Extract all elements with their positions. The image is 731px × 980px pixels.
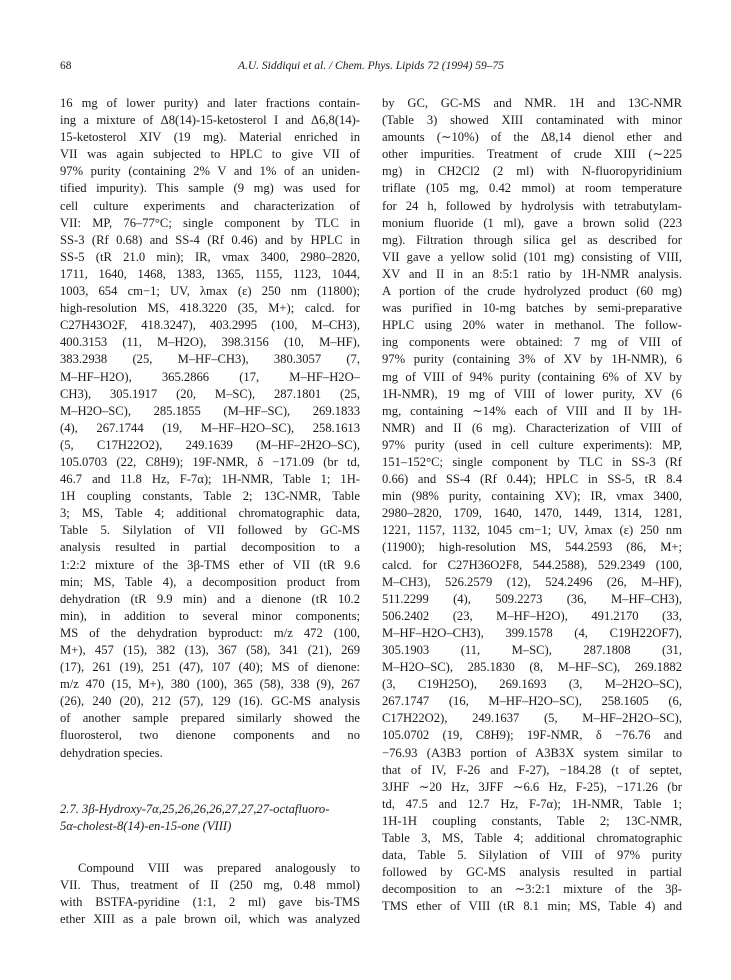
text-line: 0.66) and SS-4 (Rf 0.44); HPLC in SS-5, tR 8.4 [382, 472, 682, 487]
right-column [382, 95, 682, 916]
text-line: M–H2O–SC), 285.1830 (8, M–HF–SC), 269.1882 [382, 660, 682, 675]
text-line: A portion of the crude hydrolyzed product (60 mg) [382, 284, 682, 299]
page-header [60, 60, 682, 78]
text-line: tified impurity). This sample (9 mg) was used for [60, 181, 360, 196]
text-line: td, 47.5 and 12.7 Hz, F-7α); 1H-NMR, Table 1; [382, 796, 682, 811]
paragraph-viii-characterization [382, 95, 682, 916]
text-line: M+), 457 (15), 382 (13), 367 (58), 341 (21), 269 [60, 643, 360, 657]
text-line: 97% purity (containing 2% V and 1% of an uniden- [60, 164, 360, 179]
text-line: 2980–2820, 1709, 1640, 1470, 1449, 1314, 1281, [382, 506, 682, 521]
running-head: A.U. Siddiqui et al. / Chem. Phys. Lipids 72 (1994) 59–75 [237, 60, 505, 72]
text-line: amounts (∼10%) of the Δ8,14 dienol ether and [382, 130, 682, 145]
text-line: SS-3 (Rf 0.68) and SS-4 (Rf 0.46) and by HPLC in [60, 232, 360, 247]
text-line: 15-ketosterol XIV (19 mg). Material enriched in [60, 130, 360, 145]
text-line: Table 3, MS, Table 4; additional chromatographic [382, 831, 682, 846]
text-line: 1:2:2 mixture of the 3β-TMS ether of VII (tR 9.6 [60, 557, 360, 572]
text-line: XV and II in an 8:5:1 ratio by 1H-NMR analysis. [382, 266, 682, 281]
text-line: 305.1903 (11, M–SC), 287.1808 (31, [382, 643, 682, 657]
text-line: 97% purity (used in cell culture experiments): MP, [382, 437, 682, 452]
text-line: with BSTFA-pyridine (1:1, 2 ml) gave bis-TMS [60, 895, 360, 910]
text-line: 1711, 1640, 1468, 1383, 1365, 1155, 1123, 1044, [60, 266, 360, 281]
text-line: of another sample prepared similarly showed the [60, 711, 360, 726]
text-line: TMS ether of VIII (tR 8.1 min; MS, Table 4) and [382, 899, 682, 914]
text-line: M–CH3), 526.2579 (12), 524.2496 (26, M–HF), [382, 574, 682, 589]
text-line: monium fluoride (1 ml), gave a brown solid (223 [382, 215, 682, 230]
text-line: mg, containing ∼14% each of VIII and II by 1H- [382, 403, 682, 418]
text-line: NMR) and II (6 mg). Characterization of VIII of [382, 420, 682, 435]
text-line: analysis resulted in partial decomposition to a [60, 540, 360, 555]
text-line: 3JHF ∼20 Hz, 3JFF ∼6.6 Hz, F-25), −171.26 (br [382, 779, 682, 794]
section-heading-line: 5α-cholest-8(14)-en-15-one (VIII) [60, 818, 232, 833]
text-line: VII: MP, 76–77°C; single component by TLC in [60, 215, 360, 230]
text-line: 511.2299 (4), 509.2273 (36, M–HF–CH3), [382, 591, 682, 606]
paragraph-viii-preparation [60, 860, 360, 928]
text-line: fluorosterol, two dienone components and no [60, 728, 360, 743]
text-line: calcd. for C27H36O2F8, 544.2588), 529.2349 (100, [382, 557, 682, 572]
text-line: 383.2938 (25, M–HF–CH3), 380.3057 (7, [60, 352, 360, 367]
text-line: 1H-1H coupling constants, Table 2; 13C-NMR, [382, 813, 682, 828]
text-line: 105.0702 (19, C8H9); 19F-NMR, δ −76.76 and [382, 728, 682, 743]
text-line: 1H coupling constants, Table 2; 13C-NMR, Table [60, 489, 360, 504]
text-line: (17), 261 (19), 251 (47), 107 (40); MS of dienone: [60, 660, 360, 675]
text-line: 16 mg of lower purity) and later fractions contain- [60, 96, 360, 110]
text-line: was purified in 10-mg batches by semi-preparative [382, 301, 682, 316]
text-line: by GC, GC-MS and NMR. 1H and 13C-NMR [382, 96, 682, 110]
section-heading [60, 801, 360, 835]
text-line: ing components were obtained: 7 mg of VIII of [382, 335, 682, 350]
text-line: cell culture experiments and characterization of [60, 198, 360, 213]
text-line: CH3), 305.1917 (20, M–SC), 287.1801 (25, [60, 386, 360, 401]
text-line: C17H22O2), 249.1637 (5, M–HF–2H2O–SC), [382, 711, 682, 726]
text-line: VII gave a yellow solid (101 mg) consisting of VIII, [382, 249, 682, 264]
text-line: Table 5. Silylation of VII followed by GC-MS [60, 523, 360, 538]
text-line: high-resolution MS, 418.3220 (35, M+); calcd. for [60, 301, 360, 316]
text-line: 1H-NMR), 19 mg of VIII of lower purity, XV (6 [382, 386, 682, 401]
text-line: mg) in CH2Cl2 (2 ml) with N-fluoropyridinium [382, 164, 682, 179]
text-line: HPLC using 20% water in methanol. The follow- [382, 318, 682, 333]
text-line: min), in addition to several minor components; [60, 608, 360, 623]
text-line: mg). Filtration through silica gel as described for [382, 232, 682, 247]
text-line: 46.7 and 11.8 Hz, F-7α); 1H-NMR, Table 1; 1H- [60, 472, 360, 487]
text-line: (Table 3) showed XIII contaminated with minor [382, 113, 682, 128]
page-number: 68 [60, 60, 72, 72]
text-line: M–HF–H2O–CH3), 399.1578 (4, C19H22OF7), [382, 625, 682, 640]
text-line: min; MS, Table 4), a decomposition product from [60, 574, 360, 589]
paragraph-vii-characterization [60, 95, 360, 762]
text-line: VII was again subjected to HPLC to give VII of [60, 147, 360, 162]
text-line: Compound VIII was prepared analogously to [78, 860, 360, 875]
text-line: mg of VIII of 94% purity (containing 6% of XV by [382, 369, 682, 384]
text-line: VII. Thus, treatment of II (250 mg, 0.48 mmol) [60, 878, 360, 893]
text-line: M–H2O–SC), 285.1855 (M–HF–SC), 269.1833 [60, 403, 360, 418]
text-line: min (98% purity, containing XV); IR, νmax 3400, [382, 489, 682, 504]
text-line: M–HF–H2O), 365.2866 (17, M–HF–H2O– [60, 369, 360, 384]
text-line: 97% purity (containing 3% of XV by 1H-NMR), 6 [382, 352, 682, 367]
text-line: C27H43O2F, 418.3247), 403.2995 (100, M–CH3), [60, 318, 360, 333]
text-line: followed by GC-MS analysis resulted in partial [382, 865, 682, 880]
text-line: 1221, 1157, 1132, 1045 cm−1; UV, λmax (ε) 250 nm [382, 523, 682, 538]
left-column [60, 95, 360, 928]
text-line: ether XIII as a pale brown oil, which was analyzed [60, 912, 360, 927]
text-line: that of IV, F-26 and F-27), −184.28 (t of septet, [382, 762, 682, 777]
text-line: (11900); high-resolution MS, 544.2593 (86, M+; [382, 540, 682, 555]
text-line: other impurities. Treatment of crude XIII (∼225 [382, 147, 682, 162]
text-line: dehydration (tR 9.9 min) and a dienone (tR 10.2 [60, 591, 360, 606]
text-line: 1003, 654 cm−1; UV, λmax (ε) 250 nm (11800); [60, 284, 360, 299]
text-line: 105.0703 (22, C8H9); 19F-NMR, δ −171.09 (br td, [60, 454, 360, 469]
text-line: ing a mixture of Δ8(14)-15-ketosterol I and Δ6,8(14)- [60, 113, 360, 128]
text-line: (3, C19H25O), 269.1693 (3, M–2H2O–SC), [382, 677, 682, 692]
text-line: 3; MS, Table 4; additional chromatographic data, [60, 506, 360, 521]
text-line: decomposition to an ∼3:2:1 mixture of the 3β- [382, 882, 682, 897]
text-line: for 24 h, followed by hydrolysis with tetrabutylam- [382, 198, 682, 213]
text-line: 151–152°C; single component by TLC in SS-3 (Rf [382, 454, 682, 469]
section-heading-line: 2.7. 3β-Hydroxy-7α,25,26,26,26,27,27,27-octafluoro- [60, 801, 330, 816]
text-line: m/z 470 (15, M+), 380 (100), 365 (58), 338 (9), 267 [60, 677, 360, 692]
text-line: MS of the dehydration byproduct: m/z 472 (100, [60, 625, 360, 640]
text-line: data, Table 5. Silylation of VIII of 97% purity [382, 848, 682, 863]
text-line: 400.3153 (11, M–H2O), 398.3156 (10, M–HF), [60, 335, 360, 350]
text-line: (5, C17H22O2), 249.1639 (M–HF–2H2O–SC), [60, 437, 360, 452]
text-line: −76.93 (A3B3 portion of A3B3X system similar to [382, 745, 682, 760]
text-line: (26), 240 (20), 212 (57), 129 (16). GC-MS analysis [60, 694, 360, 709]
text-line: (4), 267.1744 (19, M–HF–H2O–SC), 258.1613 [60, 420, 360, 435]
text-line: SS-5 (tR 21.0 min); IR, νmax 3400, 2980–2820, [60, 249, 360, 264]
text-line: dehydration species. [60, 745, 163, 760]
text-line: triflate (105 mg, 0.42 mmol) at room temperature [382, 181, 682, 196]
text-line: 506.2402 (23, M–HF–H2O), 491.2170 (33, [382, 608, 682, 623]
text-line: 267.1747 (16, M–HF–H2O–SC), 258.1605 (6, [382, 694, 682, 709]
